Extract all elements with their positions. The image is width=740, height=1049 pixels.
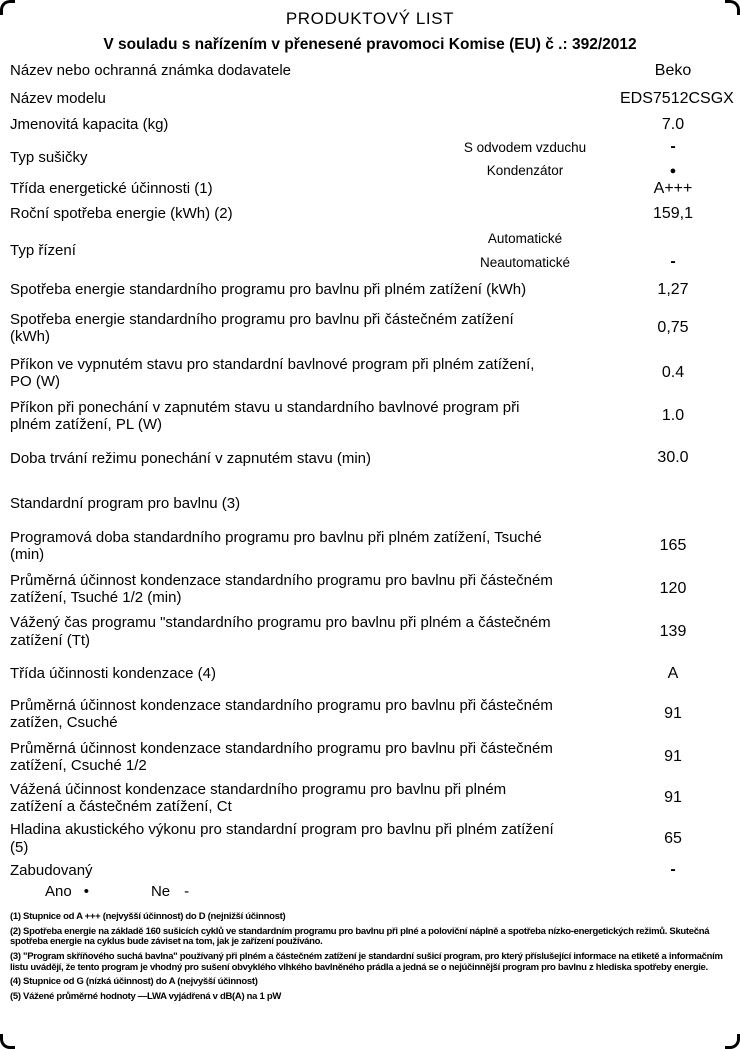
row-label: Programová doba standardního programu pro bavlnu při plném zatížení, Tsuché (min): [10, 528, 542, 564]
row-weighted-condensation-efficiency: [0, 781, 740, 816]
row-label: Typ sušičky: [10, 149, 88, 167]
row-condensation-class: [0, 665, 740, 683]
row-label: Průměrná účinnost kondenzace standardního programu pro bavlnu při částečném zatížení, Tsuché 1/2 (min): [10, 571, 553, 606]
row-control-type: [0, 231, 740, 271]
option-automatic: [430, 231, 726, 246]
row-value: 120: [659, 579, 687, 597]
row-built-in: [0, 861, 740, 879]
row-supplier: [0, 62, 740, 80]
row-label: Název nebo ochranná známka dodavatele: [10, 62, 292, 80]
row-condensation-efficiency-partial: [0, 740, 740, 775]
row-label: Roční spotřeba energie (kWh) (2): [10, 205, 233, 223]
row-sound-power-level: [0, 821, 740, 856]
control-type-options: [430, 231, 726, 271]
option-condenser: [430, 163, 726, 178]
row-value: A: [667, 665, 679, 683]
row-condensation-efficiency-full: [0, 697, 740, 732]
option-value: ●: [669, 164, 677, 177]
row-value: Beko: [654, 62, 692, 79]
page-border-corner: [725, 1034, 740, 1049]
row-annual-energy: [0, 205, 740, 223]
row-label: Příkon při ponechání v zapnutém stavu u standardního bavlnové program při plném zatížení, PL (W): [10, 398, 520, 433]
row-value: 30.0: [657, 449, 689, 467]
option-value: -: [670, 253, 676, 270]
row-power-off-mode: [0, 356, 740, 391]
row-label: Typ řízení: [10, 242, 76, 260]
footnote-4: (4) Stupnice od G (nízká účinnost) do A (nejvyšší účinnost): [10, 976, 258, 988]
yes-mark: •: [83, 883, 89, 901]
option-label: Automatické: [487, 231, 563, 246]
footnote-2: (2) Spotřeba energie na základě 160 sušicích cyklů ve standardním programu pro bavlnu při plné a poloviční náplně a spotřeba nízko-energetických režimů. Skutečná spotřeba energie na cyklus bude záviset na tom, jak je zařízení používáno.: [10, 925, 710, 948]
row-label: Spotřeba energie standardního programu pro bavlnu při částečném zatížení (kWh): [10, 311, 514, 346]
option-non-automatic: [430, 253, 726, 271]
row-dryer-type: [0, 138, 740, 178]
row-value: 65: [664, 829, 682, 847]
row-value: 1.0: [661, 406, 685, 424]
regulation-subtitle: V souladu s nařízením v přenesené pravomoci Komise (EU) č .: 392/2012: [103, 36, 637, 53]
row-label: Zabudovaný: [10, 861, 93, 879]
footnote-5: (5) Vážené průměrné hodnoty —LWA vyjádřená v dB(A) na 1 pW: [10, 990, 281, 1002]
row-energy-class: [0, 180, 740, 198]
row-label: Spotřeba energie standardního programu pro bavlnu při plném zatížení (kWh): [10, 281, 527, 299]
page-border-corner: [0, 1034, 15, 1049]
row-label: Příkon ve vypnutém stavu pro standardní bavlnové program při plném zatížení, PO (W): [10, 355, 535, 391]
footnote-1: (1) Stupnice od A +++ (nejvyšší účinnost) do D (nejnižší účinnost): [10, 911, 286, 923]
option-label: S odvodem vzduchu: [463, 139, 587, 155]
row-label: Průměrná účinnost kondenzace standardního programu pro bavlnu při částečném zatížení, Csuché 1/2: [10, 739, 553, 775]
row-programme-time-full: [0, 529, 740, 564]
row-label: Název modelu: [10, 90, 106, 108]
row-value: 91: [664, 789, 682, 807]
row-value: 1,27: [657, 281, 689, 298]
row-value: 0,75: [657, 319, 689, 337]
row-value: 91: [664, 705, 682, 723]
section-standard-cotton-programme: [0, 495, 740, 512]
option-value: -: [670, 138, 676, 155]
row-label: Doba trvání režimu ponechání v zapnutém stavu (min): [10, 449, 372, 467]
row-value: 7.0: [661, 116, 685, 133]
no-label: Ne: [150, 883, 171, 901]
row-value: 159,1: [652, 205, 694, 222]
footnote-3: (3) "Program skříňového suchá bavlna" používaný při plném a částečném zatížení je standardní sušicí program, pro který příslušející informace na etiketě a informačním listu uvádějí, že tento program je vhodný pro sušení obvyklého vlhkého bavlněného prádla a jedná se o nejúčinnější program pro bavlnu z hlediska spotřeby energie.: [10, 950, 723, 973]
row-power-left-on-mode: [0, 399, 740, 434]
row-label: Jmenovitá kapacita (kg): [10, 116, 169, 134]
row-model: [0, 90, 740, 108]
row-energy-full-load: [0, 281, 740, 299]
row-value: 0.4: [661, 364, 685, 382]
row-weighted-programme-time: [0, 614, 740, 649]
row-label: Průměrná účinnost kondenzace standardního programu pro bavlnu při částečném zatížen, Csuché: [10, 697, 553, 732]
row-programme-time-partial: [0, 572, 740, 607]
page-border-corner: [725, 0, 740, 15]
option-label: Kondenzátor: [486, 163, 564, 178]
row-value: -: [670, 861, 676, 879]
yes-label: Ano: [45, 883, 72, 901]
row-energy-partial-load: [0, 311, 740, 346]
row-capacity: [0, 116, 740, 134]
row-value: 165: [659, 537, 687, 555]
row-value: EDS7512CSGX: [620, 90, 734, 107]
dryer-type-options: [430, 138, 726, 178]
row-value: A+++: [653, 180, 693, 197]
row-label: Hladina akustického výkonu pro standardní program pro bavlnu při plném zatížení (5): [10, 821, 554, 856]
no-mark: -: [184, 883, 190, 901]
built-in-yes-no-row: [0, 883, 740, 900]
row-value: 91: [664, 748, 682, 766]
option-label: Neautomatické: [479, 254, 571, 270]
row-label: Třída energetické účinnosti (1): [10, 180, 213, 198]
option-air-vented: [430, 138, 726, 156]
row-left-on-duration: [0, 449, 740, 467]
page-title: PRODUKTOVÝ LIST: [285, 9, 455, 28]
section-label: Standardní program pro bavlnu (3): [10, 495, 241, 513]
row-label: Třída účinnosti kondenzace (4): [10, 665, 216, 683]
row-label: Vážený čas programu "standardního programu pro bavlnu při plném a částečném zatížení (Tt): [10, 614, 551, 649]
footnotes: [0, 912, 740, 1002]
row-label: Vážená účinnost kondenzace standardního programu pro bavlnu při plném zatížení a částečném zatížení, Ct: [10, 780, 507, 816]
page-border-corner: [0, 0, 15, 15]
row-value: 139: [659, 622, 687, 640]
